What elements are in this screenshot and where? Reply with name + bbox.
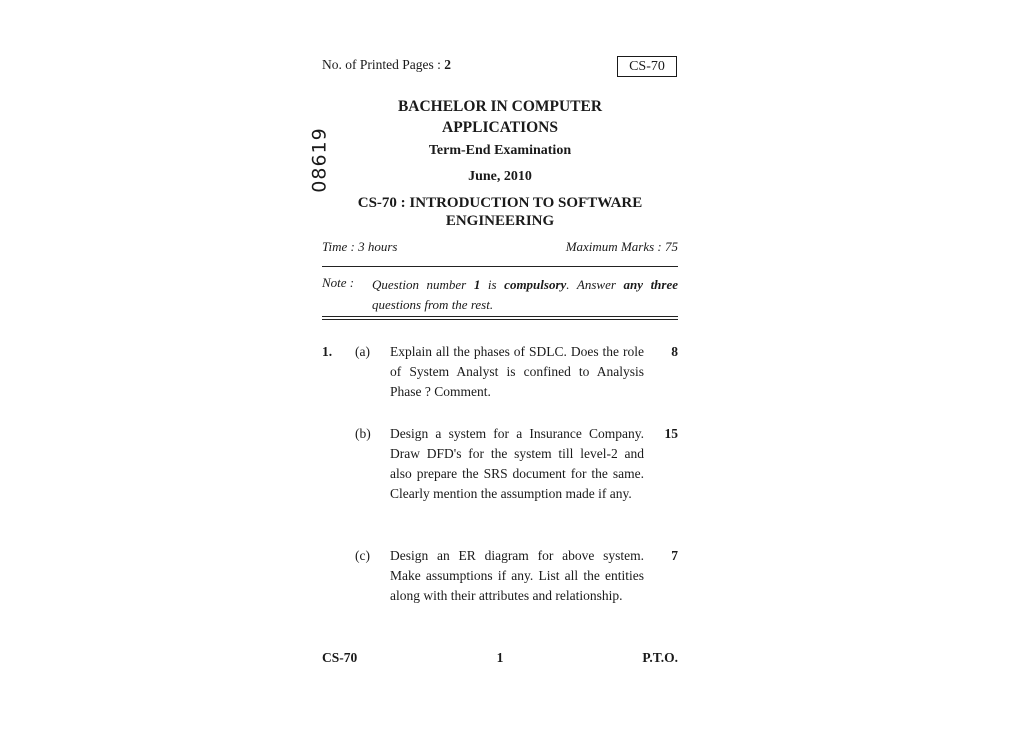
program-title-line2: APPLICATIONS xyxy=(442,119,558,136)
course-title-line1: CS-70 : INTRODUCTION TO SOFTWARE xyxy=(357,195,643,211)
printed-pages-label: No. of Printed Pages : xyxy=(322,57,445,72)
divider-double-2 xyxy=(322,319,678,320)
paper-code: CS-70 xyxy=(629,58,665,74)
side-serial-number: 08619 xyxy=(309,127,332,193)
question-marks: 8 xyxy=(671,344,678,359)
divider-double-1 xyxy=(322,316,678,317)
course-title xyxy=(322,194,678,230)
question-marks: 15 xyxy=(664,426,678,441)
pto-label: P.T.O. xyxy=(642,650,678,665)
question-part: (a) xyxy=(355,344,370,359)
printed-pages-value: 2 xyxy=(444,57,451,72)
exam-date: June, 2010 xyxy=(468,169,532,184)
question-text: Design an ER diagram for above system. Make assumptions if any. List all the entities along with their attributes and relationship. xyxy=(390,548,644,603)
paper-code-box xyxy=(617,56,677,77)
question-marks: 7 xyxy=(671,548,678,563)
exam-name: Term-End Examination xyxy=(428,143,572,158)
page-number: 1 xyxy=(496,650,504,665)
course-title-line2: ENGINEERING xyxy=(445,213,555,229)
question-text: Explain all the phases of SDLC. Does the role of System Analyst is confined to Analysis Phase ? Comment. xyxy=(390,344,644,399)
divider-top xyxy=(322,266,678,267)
time-allowed: Time : 3 hours xyxy=(322,239,398,254)
question-text: Design a system for a Insurance Company. Draw DFD's for the system till level-2 and also prepare the SRS document for the same. Clearly mention the assumption made if any. xyxy=(390,426,644,501)
program-title xyxy=(322,96,678,138)
maximum-marks: Maximum Marks : 75 xyxy=(565,239,678,254)
printed-pages xyxy=(322,57,451,73)
question-part: (c) xyxy=(355,548,370,563)
note-text: Question number 1 is compulsory. Answer any three questions from the rest. xyxy=(372,277,679,312)
question-part: (b) xyxy=(355,426,371,441)
question-number: 1. xyxy=(322,344,333,359)
program-title-line1: BACHELOR IN COMPUTER xyxy=(397,98,603,115)
note-label: Note : xyxy=(322,275,355,290)
footer-code: CS-70 xyxy=(322,650,358,665)
